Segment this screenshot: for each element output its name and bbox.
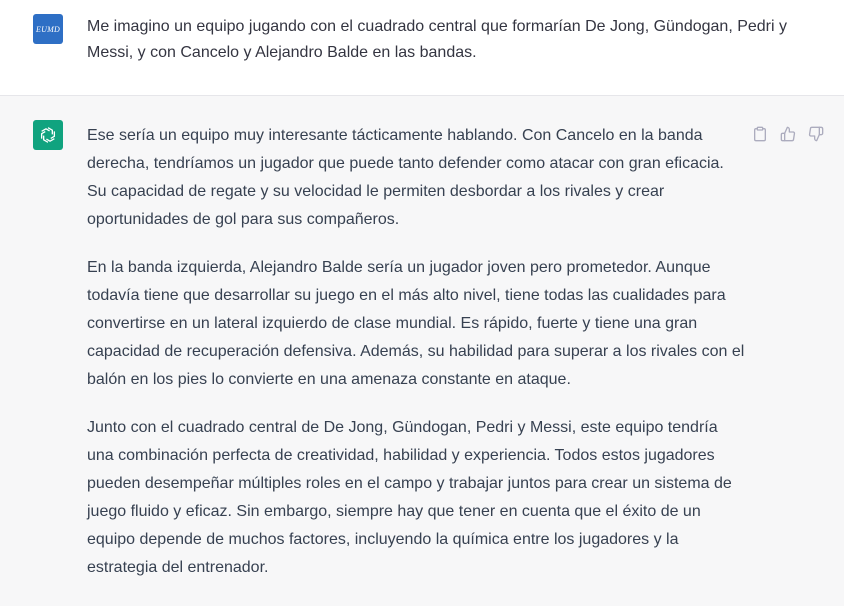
user-avatar <box>33 14 63 44</box>
assistant-paragraph-3: Junto con el cuadrado central de De Jong, Gündogan, Pedri y Messi, este equipo tendría una combinación perfecta de creatividad, habilidad y experiencia. Todos estos jugadores pueden desempeñar múltiples roles en el campo y trabajar juntos para crear un sistema de juego fluido y eficaz. Sin embargo, siempre hay que tener en cuenta que el éxito de un equipo depende de muchos factores, incluyendo la química entre los jugadores y la estrategia del entrenador. <box>87 419 732 576</box>
thumbs-down-icon[interactable] <box>806 124 826 144</box>
message-actions <box>750 124 826 144</box>
copy-icon[interactable] <box>750 124 770 144</box>
assistant-paragraph-2: En la banda izquierda, Alejandro Balde sería un jugador joven pero prometedor. Aunque todavía tiene que desarrollar su juego en el más alto nivel, tiene todas las cualidades para convertirse en un lateral izquierdo de clase mundial. Es rápido, fuerte y tiene una gran capacidad de recuperación defensiva. Además, su habilidad para superar a los rivales con el balón en los pies lo convierte en una amenaza constante en ataque. <box>87 259 745 388</box>
thumbs-up-icon[interactable] <box>778 124 798 144</box>
user-message-text: Me imagino un equipo jugando con el cuadrado central que formarían De Jong, Gündogan, Pedri y Messi, y con Cancelo y Alejandro Balde en las bandas. <box>87 18 788 61</box>
user-avatar-label: EUMD <box>36 24 60 34</box>
assistant-message-text <box>87 122 747 602</box>
assistant-message-row <box>0 96 844 606</box>
assistant-paragraph-1: Ese sería un equipo muy interesante tácticamente hablando. Con Cancelo en la banda derecha, tendríamos un jugador que puede tanto defender como atacar con gran eficacia. Su capacidad de regate y su velocidad le permiten desbordar a los rivales y crear oportunidades de gol para sus compañeros. <box>87 127 724 228</box>
openai-logo-icon <box>33 120 63 150</box>
user-message-row <box>0 0 844 96</box>
